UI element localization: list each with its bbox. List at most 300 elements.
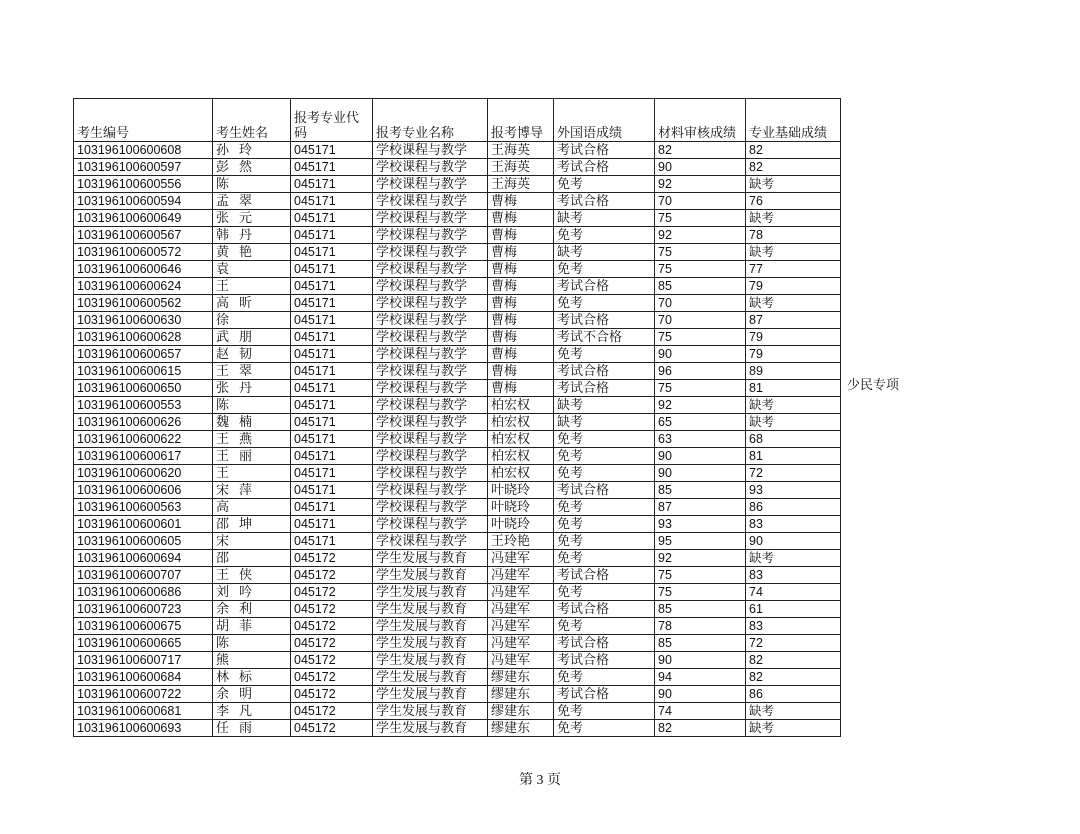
cell-lang: 免考 (554, 295, 655, 312)
cell-id: 103196100600597 (74, 159, 213, 176)
cell-lang: 免考 (554, 669, 655, 686)
cell-id: 103196100600684 (74, 669, 213, 686)
cell-name: 王燕 (213, 431, 291, 448)
cell-lang: 考试不合格 (554, 329, 655, 346)
cell-base: 缺考 (746, 295, 841, 312)
cell-code: 045171 (291, 499, 373, 516)
cell-name: 陈 (213, 176, 291, 193)
cell-id: 103196100600686 (74, 584, 213, 601)
cell-advisor: 柏宏权 (488, 414, 554, 431)
cell-name: 张丹 (213, 380, 291, 397)
cell-lang: 免考 (554, 431, 655, 448)
cell-major: 学生发展与教育 (373, 720, 488, 737)
cell-material: 95 (655, 533, 746, 550)
cell-advisor: 王海英 (488, 142, 554, 159)
table-row (74, 414, 841, 431)
cell-material: 65 (655, 414, 746, 431)
cell-advisor: 曹梅 (488, 278, 554, 295)
cell-code: 045171 (291, 295, 373, 312)
cell-advisor: 王玲艳 (488, 533, 554, 550)
cell-major: 学校课程与教学 (373, 380, 488, 397)
cell-code: 045171 (291, 244, 373, 261)
cell-advisor: 王海英 (488, 176, 554, 193)
table-row (74, 176, 841, 193)
cell-code: 045171 (291, 176, 373, 193)
cell-code: 045171 (291, 329, 373, 346)
cell-major: 学校课程与教学 (373, 533, 488, 550)
cell-major: 学校课程与教学 (373, 431, 488, 448)
cell-base: 81 (746, 380, 841, 397)
table-row (74, 431, 841, 448)
cell-code: 045172 (291, 652, 373, 669)
cell-lang: 免考 (554, 533, 655, 550)
cell-material: 78 (655, 618, 746, 635)
cell-advisor: 冯建军 (488, 618, 554, 635)
cell-name: 赵韧 (213, 346, 291, 363)
table-row (74, 533, 841, 550)
cell-material: 92 (655, 550, 746, 567)
cell-id: 103196100600626 (74, 414, 213, 431)
cell-lang: 考试合格 (554, 159, 655, 176)
cell-id: 103196100600646 (74, 261, 213, 278)
cell-base: 86 (746, 499, 841, 516)
cell-id: 103196100600572 (74, 244, 213, 261)
cell-id: 103196100600620 (74, 465, 213, 482)
cell-lang: 免考 (554, 227, 655, 244)
cell-base: 90 (746, 533, 841, 550)
cell-advisor: 冯建军 (488, 652, 554, 669)
cell-id: 103196100600693 (74, 720, 213, 737)
cell-id: 103196100600608 (74, 142, 213, 159)
cell-code: 045172 (291, 635, 373, 652)
table-row (74, 142, 841, 159)
cell-material: 85 (655, 482, 746, 499)
cell-base: 76 (746, 193, 841, 210)
cell-code: 045171 (291, 227, 373, 244)
cell-name: 高 (213, 499, 291, 516)
cell-base: 78 (746, 227, 841, 244)
cell-id: 103196100600723 (74, 601, 213, 618)
cell-base: 缺考 (746, 414, 841, 431)
cell-base: 79 (746, 346, 841, 363)
cell-code: 045171 (291, 448, 373, 465)
cell-major: 学校课程与教学 (373, 159, 488, 176)
cell-lang: 免考 (554, 720, 655, 737)
cell-material: 75 (655, 244, 746, 261)
cell-lang: 缺考 (554, 414, 655, 431)
cell-code: 045172 (291, 601, 373, 618)
cell-code: 045171 (291, 261, 373, 278)
cell-name: 余利 (213, 601, 291, 618)
cell-advisor: 缪建东 (488, 669, 554, 686)
header-code: 报考专业代码 (291, 99, 373, 142)
cell-material: 75 (655, 380, 746, 397)
cell-base: 61 (746, 601, 841, 618)
header-id: 考生编号 (74, 99, 213, 142)
cell-base: 缺考 (746, 550, 841, 567)
cell-lang: 免考 (554, 176, 655, 193)
cell-major: 学生发展与教育 (373, 601, 488, 618)
cell-name: 王 (213, 465, 291, 482)
cell-name: 余明 (213, 686, 291, 703)
cell-base: 83 (746, 618, 841, 635)
cell-code: 045171 (291, 431, 373, 448)
table-row (74, 312, 841, 329)
cell-advisor: 柏宏权 (488, 397, 554, 414)
cell-major: 学校课程与教学 (373, 176, 488, 193)
cell-advisor: 曹梅 (488, 346, 554, 363)
cell-material: 96 (655, 363, 746, 380)
cell-advisor: 柏宏权 (488, 448, 554, 465)
score-table (73, 98, 841, 737)
cell-name: 陈 (213, 397, 291, 414)
cell-material: 87 (655, 499, 746, 516)
cell-major: 学校课程与教学 (373, 244, 488, 261)
cell-code: 045171 (291, 363, 373, 380)
cell-material: 70 (655, 312, 746, 329)
cell-base: 81 (746, 448, 841, 465)
cell-advisor: 曹梅 (488, 210, 554, 227)
table-row (74, 618, 841, 635)
cell-advisor: 曹梅 (488, 244, 554, 261)
cell-lang: 缺考 (554, 397, 655, 414)
cell-code: 045171 (291, 465, 373, 482)
cell-code: 045172 (291, 584, 373, 601)
table-row (74, 261, 841, 278)
page-number: 第 3 页 (519, 773, 561, 788)
cell-lang: 缺考 (554, 244, 655, 261)
cell-advisor: 曹梅 (488, 312, 554, 329)
cell-major: 学生发展与教育 (373, 550, 488, 567)
cell-advisor: 缪建东 (488, 686, 554, 703)
cell-name: 王 (213, 278, 291, 295)
table-row (74, 346, 841, 363)
cell-major: 学校课程与教学 (373, 346, 488, 363)
table-row (74, 720, 841, 737)
cell-major: 学校课程与教学 (373, 499, 488, 516)
cell-name: 王翠 (213, 363, 291, 380)
cell-id: 103196100600553 (74, 397, 213, 414)
cell-material: 90 (655, 159, 746, 176)
cell-id: 103196100600717 (74, 652, 213, 669)
cell-base: 缺考 (746, 720, 841, 737)
cell-base: 缺考 (746, 397, 841, 414)
cell-major: 学生发展与教育 (373, 686, 488, 703)
cell-id: 103196100600601 (74, 516, 213, 533)
cell-id: 103196100600615 (74, 363, 213, 380)
cell-base: 83 (746, 516, 841, 533)
cell-code: 045171 (291, 346, 373, 363)
cell-base: 缺考 (746, 176, 841, 193)
cell-lang: 免考 (554, 261, 655, 278)
cell-advisor: 缪建东 (488, 703, 554, 720)
cell-base: 68 (746, 431, 841, 448)
cell-base: 83 (746, 567, 841, 584)
cell-material: 90 (655, 346, 746, 363)
table-row (74, 159, 841, 176)
cell-advisor: 曹梅 (488, 261, 554, 278)
cell-id: 103196100600594 (74, 193, 213, 210)
cell-material: 92 (655, 397, 746, 414)
cell-lang: 免考 (554, 465, 655, 482)
cell-major: 学校课程与教学 (373, 193, 488, 210)
cell-lang: 免考 (554, 618, 655, 635)
cell-major: 学校课程与教学 (373, 448, 488, 465)
cell-major: 学校课程与教学 (373, 465, 488, 482)
cell-id: 103196100600649 (74, 210, 213, 227)
cell-lang: 免考 (554, 516, 655, 533)
header-major: 报考专业名称 (373, 99, 488, 142)
cell-base: 82 (746, 669, 841, 686)
table-row (74, 584, 841, 601)
cell-major: 学校课程与教学 (373, 142, 488, 159)
cell-name: 袁 (213, 261, 291, 278)
cell-major: 学校课程与教学 (373, 414, 488, 431)
cell-name: 武朋 (213, 329, 291, 346)
cell-advisor: 叶晓玲 (488, 482, 554, 499)
cell-lang: 考试合格 (554, 193, 655, 210)
cell-major: 学校课程与教学 (373, 295, 488, 312)
cell-name: 任雨 (213, 720, 291, 737)
cell-material: 74 (655, 703, 746, 720)
cell-advisor: 柏宏权 (488, 431, 554, 448)
cell-major: 学校课程与教学 (373, 227, 488, 244)
cell-base: 74 (746, 584, 841, 601)
cell-name: 胡菲 (213, 618, 291, 635)
cell-name: 韩丹 (213, 227, 291, 244)
cell-code: 045172 (291, 703, 373, 720)
cell-code: 045172 (291, 567, 373, 584)
cell-material: 90 (655, 686, 746, 703)
cell-base: 缺考 (746, 703, 841, 720)
cell-lang: 考试合格 (554, 380, 655, 397)
cell-lang: 免考 (554, 499, 655, 516)
cell-major: 学生发展与教育 (373, 652, 488, 669)
header-base: 专业基础成绩 (746, 99, 841, 142)
cell-lang: 免考 (554, 346, 655, 363)
cell-base: 89 (746, 363, 841, 380)
header-material: 材料审核成绩 (655, 99, 746, 142)
side-note: 少民专项 (847, 377, 900, 392)
cell-advisor: 曹梅 (488, 363, 554, 380)
cell-base: 72 (746, 635, 841, 652)
cell-base: 82 (746, 142, 841, 159)
table-row (74, 652, 841, 669)
cell-major: 学生发展与教育 (373, 567, 488, 584)
cell-major: 学校课程与教学 (373, 278, 488, 295)
cell-material: 70 (655, 193, 746, 210)
cell-id: 103196100600722 (74, 686, 213, 703)
cell-material: 85 (655, 278, 746, 295)
cell-advisor: 曹梅 (488, 193, 554, 210)
cell-name: 彭然 (213, 159, 291, 176)
cell-code: 045171 (291, 414, 373, 431)
cell-base: 93 (746, 482, 841, 499)
table-row (74, 482, 841, 499)
cell-advisor: 冯建军 (488, 601, 554, 618)
cell-name: 黄艳 (213, 244, 291, 261)
cell-name: 宋 (213, 533, 291, 550)
cell-id: 103196100600605 (74, 533, 213, 550)
cell-advisor: 冯建军 (488, 550, 554, 567)
cell-id: 103196100600562 (74, 295, 213, 312)
cell-lang: 免考 (554, 703, 655, 720)
cell-advisor: 曹梅 (488, 380, 554, 397)
cell-advisor: 叶晓玲 (488, 516, 554, 533)
cell-id: 103196100600707 (74, 567, 213, 584)
cell-name: 高昕 (213, 295, 291, 312)
cell-code: 045172 (291, 550, 373, 567)
cell-name: 孙玲 (213, 142, 291, 159)
table-row (74, 635, 841, 652)
table-row (74, 397, 841, 414)
cell-id: 103196100600567 (74, 227, 213, 244)
cell-id: 103196100600556 (74, 176, 213, 193)
cell-name: 林标 (213, 669, 291, 686)
table-row (74, 329, 841, 346)
cell-code: 045171 (291, 278, 373, 295)
cell-lang: 考试合格 (554, 482, 655, 499)
cell-code: 045171 (291, 380, 373, 397)
cell-base: 79 (746, 329, 841, 346)
cell-base: 72 (746, 465, 841, 482)
cell-material: 75 (655, 261, 746, 278)
cell-name: 张元 (213, 210, 291, 227)
cell-advisor: 王海英 (488, 159, 554, 176)
cell-lang: 考试合格 (554, 142, 655, 159)
header-row (74, 99, 841, 142)
cell-base: 缺考 (746, 244, 841, 261)
table-row (74, 516, 841, 533)
cell-material: 75 (655, 567, 746, 584)
cell-material: 75 (655, 329, 746, 346)
cell-base: 82 (746, 159, 841, 176)
cell-advisor: 曹梅 (488, 329, 554, 346)
table-row (74, 244, 841, 261)
cell-material: 90 (655, 465, 746, 482)
cell-code: 045171 (291, 159, 373, 176)
cell-major: 学校课程与教学 (373, 329, 488, 346)
cell-advisor: 冯建军 (488, 635, 554, 652)
cell-material: 63 (655, 431, 746, 448)
table-row (74, 278, 841, 295)
cell-advisor: 曹梅 (488, 227, 554, 244)
cell-material: 92 (655, 227, 746, 244)
cell-material: 90 (655, 652, 746, 669)
cell-code: 045171 (291, 312, 373, 329)
cell-lang: 考试合格 (554, 312, 655, 329)
cell-id: 103196100600617 (74, 448, 213, 465)
cell-lang: 免考 (554, 448, 655, 465)
table-row (74, 448, 841, 465)
cell-lang: 考试合格 (554, 635, 655, 652)
table-row (74, 669, 841, 686)
cell-name: 熊 (213, 652, 291, 669)
cell-material: 70 (655, 295, 746, 312)
header-name: 考生姓名 (213, 99, 291, 142)
cell-code: 045171 (291, 193, 373, 210)
cell-advisor: 叶晓玲 (488, 499, 554, 516)
cell-advisor: 冯建军 (488, 584, 554, 601)
cell-material: 82 (655, 142, 746, 159)
cell-major: 学生发展与教育 (373, 703, 488, 720)
cell-lang: 考试合格 (554, 652, 655, 669)
table-row (74, 380, 841, 397)
cell-code: 045171 (291, 142, 373, 159)
cell-lang: 缺考 (554, 210, 655, 227)
cell-id: 103196100600657 (74, 346, 213, 363)
cell-code: 045171 (291, 397, 373, 414)
cell-name: 刘吟 (213, 584, 291, 601)
header-lang: 外国语成绩 (554, 99, 655, 142)
table-row (74, 567, 841, 584)
cell-name: 孟翠 (213, 193, 291, 210)
cell-material: 93 (655, 516, 746, 533)
cell-name: 王侠 (213, 567, 291, 584)
cell-lang: 考试合格 (554, 686, 655, 703)
cell-id: 103196100600563 (74, 499, 213, 516)
cell-major: 学校课程与教学 (373, 210, 488, 227)
cell-advisor: 缪建东 (488, 720, 554, 737)
cell-base: 79 (746, 278, 841, 295)
cell-major: 学生发展与教育 (373, 618, 488, 635)
cell-advisor: 曹梅 (488, 295, 554, 312)
cell-major: 学校课程与教学 (373, 516, 488, 533)
cell-advisor: 柏宏权 (488, 465, 554, 482)
cell-code: 045172 (291, 618, 373, 635)
cell-base: 缺考 (746, 210, 841, 227)
cell-material: 90 (655, 448, 746, 465)
cell-code: 045172 (291, 686, 373, 703)
cell-id: 103196100600622 (74, 431, 213, 448)
cell-name: 邵 (213, 550, 291, 567)
cell-id: 103196100600628 (74, 329, 213, 346)
cell-lang: 考试合格 (554, 363, 655, 380)
table-row (74, 295, 841, 312)
cell-code: 045171 (291, 210, 373, 227)
cell-major: 学校课程与教学 (373, 482, 488, 499)
table-row (74, 363, 841, 380)
table-row (74, 193, 841, 210)
table-row (74, 550, 841, 567)
table-row (74, 210, 841, 227)
cell-lang: 考试合格 (554, 601, 655, 618)
cell-id: 103196100600675 (74, 618, 213, 635)
cell-base: 87 (746, 312, 841, 329)
cell-major: 学校课程与教学 (373, 261, 488, 278)
cell-code: 045171 (291, 533, 373, 550)
header-advisor: 报考博导 (488, 99, 554, 142)
cell-major: 学生发展与教育 (373, 635, 488, 652)
cell-base: 86 (746, 686, 841, 703)
cell-lang: 免考 (554, 550, 655, 567)
cell-id: 103196100600681 (74, 703, 213, 720)
cell-name: 魏楠 (213, 414, 291, 431)
cell-name: 徐 (213, 312, 291, 329)
cell-name: 陈 (213, 635, 291, 652)
table-row (74, 499, 841, 516)
cell-id: 103196100600694 (74, 550, 213, 567)
cell-name: 邵坤 (213, 516, 291, 533)
cell-material: 92 (655, 176, 746, 193)
cell-name: 李凡 (213, 703, 291, 720)
cell-id: 103196100600665 (74, 635, 213, 652)
cell-id: 103196100600630 (74, 312, 213, 329)
cell-material: 94 (655, 669, 746, 686)
cell-name: 王丽 (213, 448, 291, 465)
cell-id: 103196100600650 (74, 380, 213, 397)
cell-major: 学生发展与教育 (373, 669, 488, 686)
